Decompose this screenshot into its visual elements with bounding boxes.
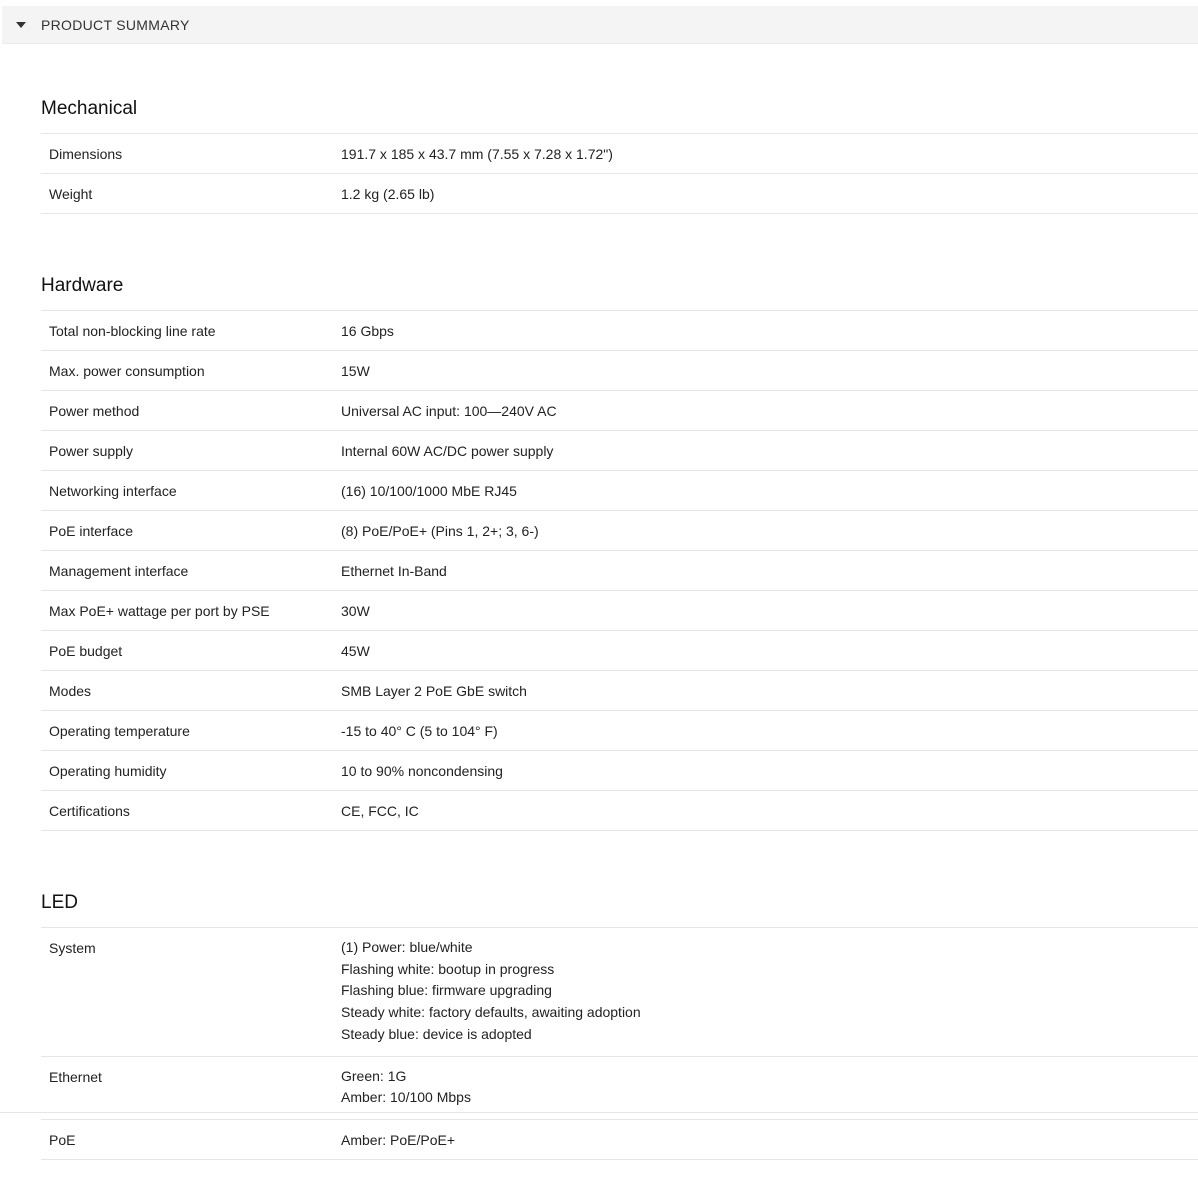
spec-label: Operating temperature <box>49 723 190 739</box>
spec-value <box>341 1131 455 1149</box>
spec-value-line: (8) PoE/PoE+ (Pins 1, 2+; 3, 6-) <box>341 523 539 539</box>
spec-value-line: 15W <box>341 363 370 379</box>
spec-value-line: (16) 10/100/1000 MbE RJ45 <box>341 483 517 499</box>
spec-row <box>41 551 1198 591</box>
spec-label: Max PoE+ wattage per port by PSE <box>49 603 270 619</box>
spec-value-line: Ethernet In-Band <box>341 563 447 579</box>
spec-label: Max. power consumption <box>49 363 205 379</box>
spec-row <box>41 791 1198 831</box>
spec-label: PoE <box>49 1131 76 1148</box>
spec-value <box>341 682 527 700</box>
spec-value-line: (1) Power: blue/white <box>341 939 473 955</box>
spec-value <box>341 185 434 203</box>
spec-value <box>341 762 503 780</box>
spec-row <box>41 511 1198 551</box>
spec-row <box>41 174 1198 214</box>
spec-row <box>41 471 1198 511</box>
spec-value <box>341 937 641 1046</box>
spec-label: Weight <box>49 186 93 202</box>
spec-value-line: 30W <box>341 603 370 619</box>
spec-row <box>41 351 1198 391</box>
spec-row <box>41 431 1198 471</box>
spec-value-line: 1.2 kg (2.65 lb) <box>341 186 435 202</box>
spec-value-line: Green: 1G <box>341 1067 407 1084</box>
product-summary-toggle[interactable] <box>2 6 1198 44</box>
spec-value <box>341 322 394 340</box>
spec-row <box>41 711 1198 751</box>
spec-value-line: SMB Layer 2 PoE GbE switch <box>341 683 527 699</box>
spec-value <box>341 442 553 460</box>
spec-value-line: Steady white: factory defaults, awaiting adoption <box>341 1004 641 1021</box>
spec-row <box>41 751 1198 791</box>
spec-label: Ethernet <box>49 1068 102 1085</box>
spec-section-hardware <box>41 250 1198 831</box>
spec-value-line: 45W <box>341 643 370 659</box>
spec-value <box>341 402 557 420</box>
spec-row <box>41 1120 1198 1160</box>
bottom-divider <box>0 1112 1198 1113</box>
spec-row <box>41 631 1198 671</box>
spec-label: PoE budget <box>49 643 123 659</box>
spec-value-line: Amber: PoE/PoE+ <box>341 1131 456 1148</box>
section-title: Hardware <box>41 275 124 296</box>
spec-row <box>41 391 1198 431</box>
spec-value <box>341 642 370 660</box>
spec-row <box>41 134 1198 174</box>
spec-label: Power method <box>49 403 140 419</box>
spec-value <box>341 602 370 620</box>
spec-table <box>41 927 1198 1160</box>
spec-row <box>41 591 1198 631</box>
spec-value <box>341 802 419 820</box>
spec-label: Networking interface <box>49 483 177 499</box>
spec-label: Modes <box>49 683 92 699</box>
spec-value <box>341 722 498 740</box>
spec-label: Certifications <box>49 803 130 819</box>
spec-value <box>341 522 539 540</box>
spec-table <box>41 133 1198 214</box>
spec-value <box>341 482 517 500</box>
spec-label: PoE interface <box>49 523 134 539</box>
spec-value <box>341 562 447 580</box>
spec-label: Operating humidity <box>49 763 167 779</box>
spec-value <box>341 1066 471 1109</box>
product-summary-title: PRODUCT SUMMARY <box>41 17 190 33</box>
spec-value-line: Flashing blue: firmware upgrading <box>341 982 552 999</box>
spec-value-line: Flashing white: bootup in progress <box>341 960 555 977</box>
spec-section-mechanical <box>41 72 1198 214</box>
spec-value-line: Internal 60W AC/DC power supply <box>341 443 554 459</box>
spec-table <box>41 310 1198 831</box>
spec-value-line: Universal AC input: 100—240V AC <box>341 403 557 419</box>
spec-row <box>41 1057 1198 1120</box>
spec-label: System <box>49 940 96 956</box>
spec-value-line: 16 Gbps <box>341 323 394 339</box>
spec-value-line: -15 to 40° C (5 to 104° F) <box>341 723 498 739</box>
spec-value-line: CE, FCC, IC <box>341 803 419 819</box>
spec-label: Dimensions <box>49 146 123 162</box>
section-title: LED <box>41 892 78 913</box>
spec-label: Total non-blocking line rate <box>49 323 216 339</box>
spec-value-line: Amber: 10/100 Mbps <box>341 1089 471 1106</box>
spec-row <box>41 928 1198 1057</box>
spec-row <box>41 311 1198 351</box>
spec-row <box>41 671 1198 711</box>
spec-value-line: 191.7 x 185 x 43.7 mm (7.55 x 7.28 x 1.72") <box>341 146 613 162</box>
spec-sections <box>41 72 1198 1196</box>
spec-value <box>341 145 613 163</box>
caret-down-icon <box>16 22 26 28</box>
spec-value-line: Steady blue: device is adopted <box>341 1025 532 1042</box>
spec-value <box>341 362 370 380</box>
spec-value-line: 10 to 90% noncondensing <box>341 763 503 779</box>
section-title: Mechanical <box>41 98 138 119</box>
spec-label: Management interface <box>49 563 189 579</box>
spec-label: Power supply <box>49 443 134 459</box>
